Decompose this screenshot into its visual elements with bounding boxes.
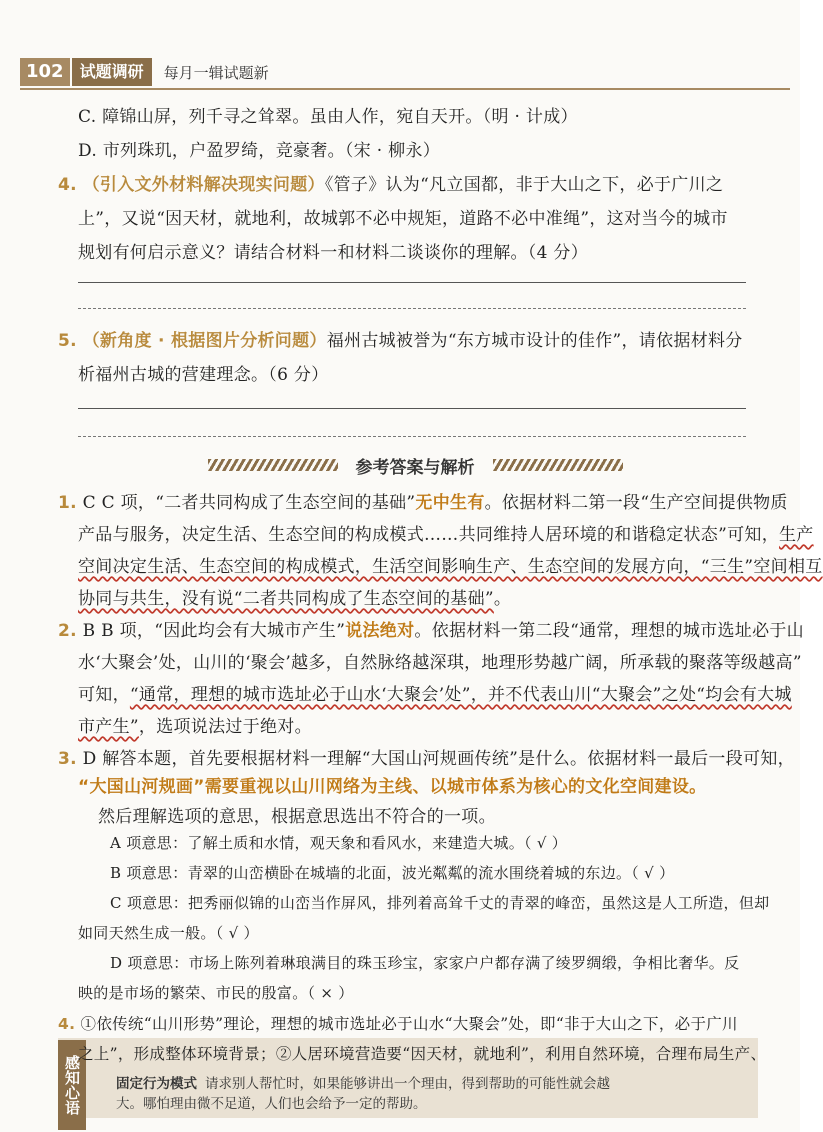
answer-line — [78, 308, 746, 309]
answer-2-line-3 — [78, 680, 792, 705]
answer-3-option-c-line-2: 如同天然生成一般。（ √ ） — [78, 924, 259, 942]
answer-3-option-c-line-1: C 项意思：把秀丽似锦的山峦当作屏风，排列着高耸千丈的青翠的峰峦，虽然这是人工所造，但却 — [110, 894, 770, 912]
header-rule — [20, 88, 790, 90]
answer-1-text: 。依据材料二第一段“生产空间提供物质 — [484, 493, 788, 513]
answer-2-underlined: “通常，理想的城市选址必于山水‘大聚会’处”，并不代表山川“大聚会”之处“均会有大城 — [129, 685, 792, 705]
answer-3-line-1 — [58, 744, 795, 769]
question-4-text: 《管子》认为“凡立国都，非于大山之下，必于广川之 — [324, 175, 724, 195]
page-header — [20, 58, 269, 86]
banner-stripes-left — [208, 459, 338, 471]
answer-line — [78, 408, 746, 409]
question-5-line-1 — [58, 326, 743, 351]
footer-line-2: 大。哪怕理由微不足道，人们也会给予一定的帮助。 — [116, 1096, 427, 1112]
answer-2-text: ，选项说法过于绝对。 — [138, 717, 312, 737]
answer-1-line-3: 空间决定生活、生态空间的构成模式，生活空间影响生产、生态空间的发展方向，“三生”空间相互 — [78, 557, 823, 577]
answer-3-text: D 解答本题，首先要根据材料一理解“大国山河规画传统”是什么。依据材料一最后一段可知， — [82, 749, 795, 769]
answer-1-text: 。 — [493, 589, 512, 609]
answer-1-number: 1. — [58, 493, 77, 513]
answer-1-highlight: 无中生有 — [415, 493, 485, 513]
answer-3-option-a: A 项意思：了解土质和水情，观天象和看风水，来建造大城。（ √ ） — [110, 834, 568, 852]
footer-heading: 固定行为模式 — [116, 1076, 197, 1092]
question-4-number: 4. — [58, 175, 77, 195]
answer-1-line-1 — [58, 488, 788, 513]
answer-1-line-4 — [78, 584, 511, 609]
banner-stripes-right — [493, 459, 623, 471]
header-slogan: 每月一辑试题新 — [163, 63, 269, 82]
answer-2-number: 2. — [58, 621, 77, 641]
answer-2-line-4 — [78, 712, 312, 737]
answer-line — [78, 436, 746, 437]
answer-4-line-1 — [58, 1012, 738, 1034]
answer-2-text: 可知， — [78, 685, 130, 705]
answer-1-underlined: 生产 — [779, 525, 814, 545]
answer-3-option-d-line-1: D 项意思：市场上陈列着琳琅满目的珠玉珍宝，家家户户都存满了绫罗绸缎，争相比奢华。反 — [110, 954, 740, 972]
answer-3-option-b: B 项意思：青翠的山峦横卧在城墙的北面，波光粼粼的流水围绕着城的东边。（ √ ） — [110, 864, 675, 882]
answer-4-number: 4. — [58, 1015, 76, 1033]
answer-3-number: 3. — [58, 749, 77, 769]
answer-2-highlight: 说法绝对 — [345, 621, 415, 641]
question-4-tag: （引入文外材料解决现实问题） — [82, 175, 325, 195]
footer-line-1: 请求别人帮忙时，如果能够讲出一个理由，得到帮助的可能性就会越 — [205, 1076, 610, 1092]
answer-3-highlight: “大国山河规画”需要重视以山川网络为主线、以城市体系为核心的文化空间建设。 — [78, 777, 707, 797]
answer-3-option-d-line-2: 映的是市场的繁荣、市民的殷富。（ × ） — [78, 984, 354, 1002]
footer-text — [116, 1074, 746, 1114]
question-5-tag: （新角度 · 根据图片分析问题） — [82, 331, 327, 351]
answer-2-line-2: 水‘大聚会’处，山川的‘聚会’越多，自然脉络越深琪，地理形势越广阔，所承载的聚落等级越高” — [78, 653, 802, 673]
answer-4-line-2: 之上”，形成整体环境背景；②人居环境营造要“因天材，就地利”，利用自然环境，合理布局生产、 — [78, 1045, 767, 1063]
question-4-line-3: 规划有何启示意义？请结合材料一和材料二谈谈你的理解。（4 分） — [78, 243, 589, 263]
banner-title: 参考答案与解析 — [355, 457, 475, 478]
question-4-line-1 — [58, 170, 723, 195]
answer-1-line-2 — [78, 520, 814, 545]
answer-line — [78, 282, 746, 283]
section-label: 试题调研 — [72, 58, 152, 86]
footer-side-label: 感知心语 — [58, 1040, 86, 1130]
option-c: C. 障锦山屏，列千寻之耸翠。虽由人作，宛自天开。（明 · 计成） — [78, 107, 578, 127]
question-4-line-2: 上”，又说“因天材，就地利，故城郭不必中规矩，道路不必中准绳”，这对当今的城市 — [78, 209, 728, 229]
answer-2-line-1 — [58, 616, 804, 641]
answer-3-line-3: 然后理解选项的意思，根据意思选出不符合的一项。 — [98, 807, 496, 827]
answer-1-text: C C 项，“二者共同构成了生态空间的基础” — [82, 493, 416, 513]
answer-1-underlined: 协同与共生，没有说“二者共同构成了生态空间的基础” — [78, 589, 494, 609]
answer-2-underlined: 市产生” — [78, 717, 139, 737]
question-5-line-2: 析福州古城的营建理念。（6 分） — [78, 365, 329, 385]
answer-banner — [80, 452, 750, 478]
answer-1-text: 产品与服务，决定生活、生态空间的构成模式……共同维持人居环境的和谐稳定状态”可知， — [78, 525, 779, 545]
page-number: 102 — [20, 58, 70, 86]
question-5-number: 5. — [58, 331, 77, 351]
option-d: D. 市列珠玑，户盈罗绮，竞豪奢。（宋 · 柳永） — [78, 141, 441, 161]
question-5-text: 福州古城被誉为“东方城市设计的佳作”，请依据材料分 — [326, 331, 743, 351]
answer-2-text: B B 项，“因此均会有大城市产生” — [82, 621, 346, 641]
answer-4-text: ①依传统“山川形势”理论，理想的城市选址必于山水“大聚会”处，即“非于大山之下，必于广川 — [80, 1015, 738, 1033]
answer-2-text: 。依据材料一第二段“通常，理想的城市选址必于山 — [414, 621, 804, 641]
